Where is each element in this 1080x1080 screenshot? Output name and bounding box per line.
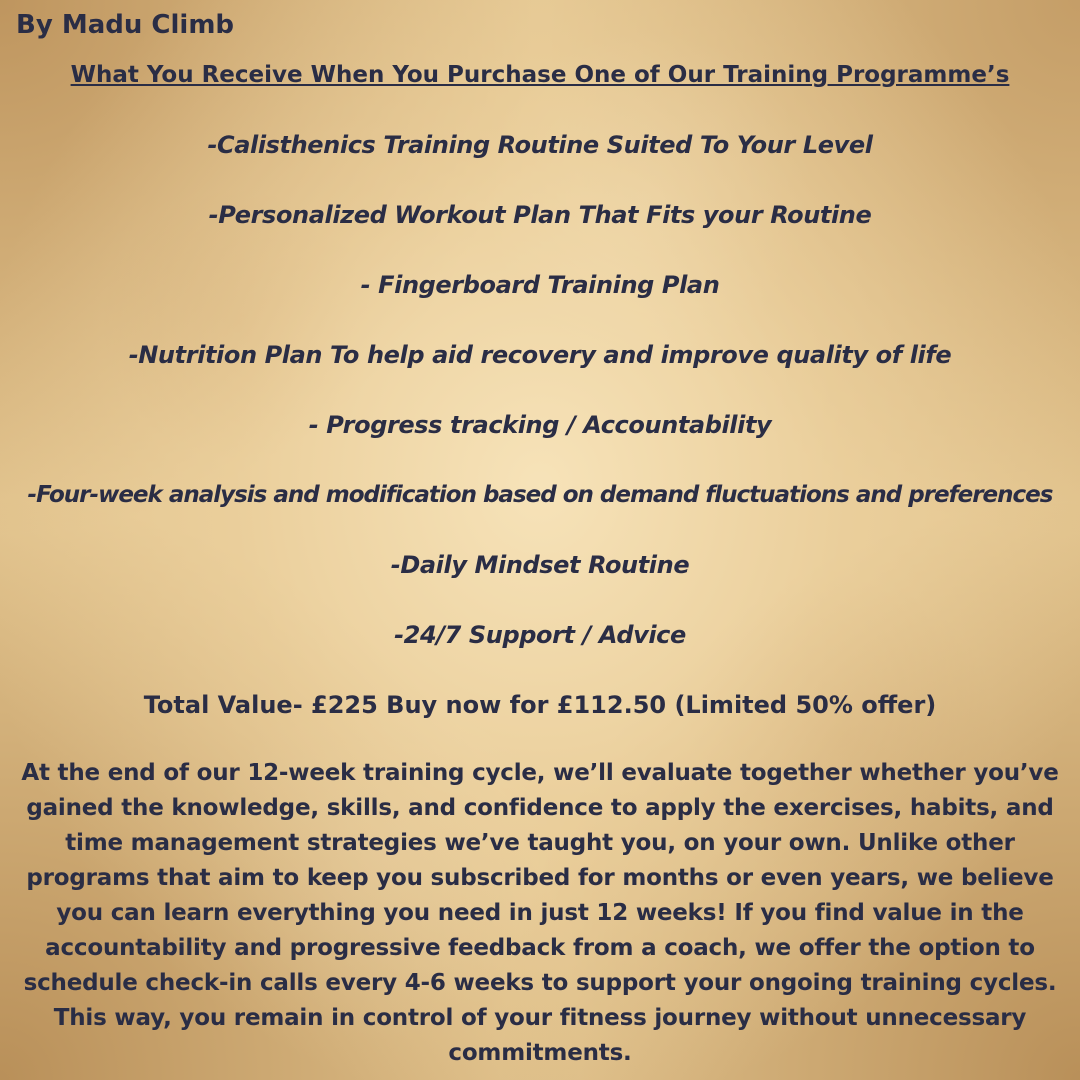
feature-item-mindset: -Daily Mindset Routine [390, 551, 690, 579]
feature-item-calisthenics: -Calisthenics Training Routine Suited To Your Level [207, 131, 873, 159]
feature-item-nutrition: -Nutrition Plan To help aid recovery and improve quality of life [128, 341, 952, 369]
offer-content [0, 56, 1080, 1071]
price-line: Total Value- £225 Buy now for £112.50 (Limited 50% offer) [143, 691, 937, 719]
feature-list [0, 126, 1080, 654]
feature-item-support: -24/7 Support / Advice [394, 621, 686, 649]
feature-item-progress-tracking: - Progress tracking / Accountability [308, 411, 772, 439]
feature-item-workout-plan: -Personalized Workout Plan That Fits your Routine [208, 201, 872, 229]
feature-item-fingerboard: - Fingerboard Training Plan [360, 271, 720, 299]
program-description: At the end of our 12-week training cycle, we’ll evaluate together whether you’ve gained the knowledge, skills, and confidence to apply the exercises, habits, and time management strategies we’ve taught you, on your own. Unlike other programs that aim to keep you subscribed for months or even years, we believe you can learn everything you need in just 12 weeks! If you find value in the accountability and progressive feedback from a coach, we offer the option to schedule check-in calls every 4-6 weeks to support your ongoing training cycles. This way, you remain in control of your fitness journey without unnecessary commitments. [21, 760, 1059, 1066]
author-byline: By Madu Climb [16, 10, 235, 40]
feature-item-four-week-analysis: -Four-week analysis and modification based on demand fluctuations and preferences [27, 482, 1053, 508]
offer-heading: What You Receive When You Purchase One of Our Training Programme’s [70, 62, 1010, 88]
